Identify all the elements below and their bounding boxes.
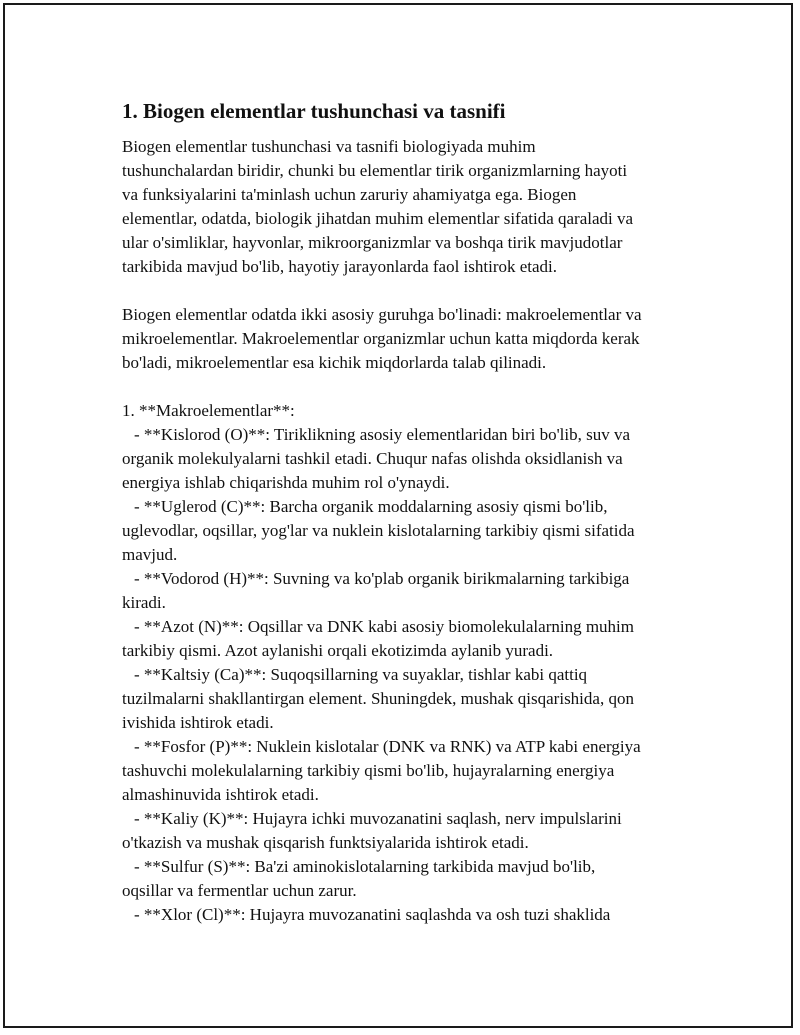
text-line: mavjud. [122,545,178,564]
text-line: - **Azot (N)**: Oqsillar va DNK kabi asosiy biomolekulalarning muhim [134,617,634,636]
list-item-xlor [120,903,700,927]
text-line: - **Kislorod (O)**: Tiriklikning asosiy elementlaridan biri bo'lib, suv va [134,425,631,444]
text-line: tushunchalardan biridir, chunki bu elementlar tirik organizmlarning hayoti [122,161,628,180]
text-line: - **Fosfor (P)**: Nuklein kislotalar (DNK va RNK) va ATP kabi energiya [134,737,641,756]
text-line: va funksiyalarini ta'minlash uchun zaruriy ahamiyatga ega. Biogen [122,185,577,204]
text-line: tuzilmalarni shakllantirgan element. Shuningdek, mushak qisqarishida, qon [122,689,634,708]
text-line: - **Kaliy (K)**: Hujayra ichki muvozanatini saqlash, nerv impulslarini [134,809,622,828]
text-line: Biogen elementlar odatda ikki asosiy guruhga bo'linadi: makroelementlar va [122,305,642,324]
text-line: tarkibiy qismi. Azot aylanishi orqali ekotizimda aylanib yuradi. [122,641,554,660]
list-item-azot [120,615,700,663]
list-item-fosfor [120,735,700,807]
list-item-sulfur [120,855,700,903]
text-line: Biogen elementlar tushunchasi va tasnifi biologiyada muhim [122,137,536,156]
text-line: ular o'simliklar, hayvonlar, mikroorganizmlar va boshqa tirik mavjudotlar [122,233,623,252]
section-heading: 1. Biogen elementlar tushunchasi va tasnifi [122,99,506,123]
text-line: oqsillar va fermentlar uchun zarur. [122,881,357,900]
page-frame [3,3,793,1028]
list-item-kaliy [120,807,700,855]
text-line: - **Kaltsiy (Ca)**: Suqoqsillarning va suyaklar, tishlar kabi qattiq [134,665,588,684]
text-line: organik molekulyalarni tashkil etadi. Chuqur nafas olishda oksidlanish va [122,449,623,468]
text-line: - **Xlor (Cl)**: Hujayra muvozanatini saqlashda va osh tuzi shaklida [134,905,611,924]
text-line: tashuvchi molekulalarning tarkibiy qismi bo'lib, hujayralarning energiya [122,761,615,780]
text-line: - **Uglerod (C)**: Barcha organik moddalarning asosiy qismi bo'lib, [134,497,608,516]
list-item-kislorod [120,423,700,495]
text-line: elementlar, odatda, biologik jihatdan muhim elementlar sifatida qaraladi va [122,209,634,228]
text-line: - **Vodorod (H)**: Suvning va ko'plab organik birikmalarning tarkibiga [134,569,630,588]
text-line: kiradi. [122,593,166,612]
paragraph-groups [122,303,700,375]
text-line: mikroelementlar. Makroelementlar organizmlar uchun katta miqdorda kerak [122,329,640,348]
text-line: ivishida ishtirok etadi. [122,713,274,732]
text-line: tarkibida mavjud bo'lib, hayotiy jarayonlarda faol ishtirok etadi. [122,257,558,276]
list-title: 1. **Makroelementlar**: [122,401,295,420]
text-line: uglevodlar, oqsillar, yog'lar va nuklein kislotalarning tarkibiy qismi sifatida [122,521,635,540]
list-item-vodorod [120,567,700,615]
list-item-uglerod [120,495,700,567]
text-line: - **Sulfur (S)**: Ba'zi aminokislotalarning tarkibida mavjud bo'lib, [134,857,596,876]
text-line: almashinuvida ishtirok etadi. [122,785,319,804]
list-item-kaltsiy [120,663,700,735]
text-line: energiya ishlab chiqarishda muhim rol o'ynaydi. [122,473,450,492]
paragraph-intro [122,135,700,279]
text-line: bo'ladi, mikroelementlar esa kichik miqdorlarda talab qilinadi. [122,353,547,372]
document-content [120,97,700,927]
text-line: o'tkazish va mushak qisqarish funktsiyalarida ishtirok etadi. [122,833,529,852]
